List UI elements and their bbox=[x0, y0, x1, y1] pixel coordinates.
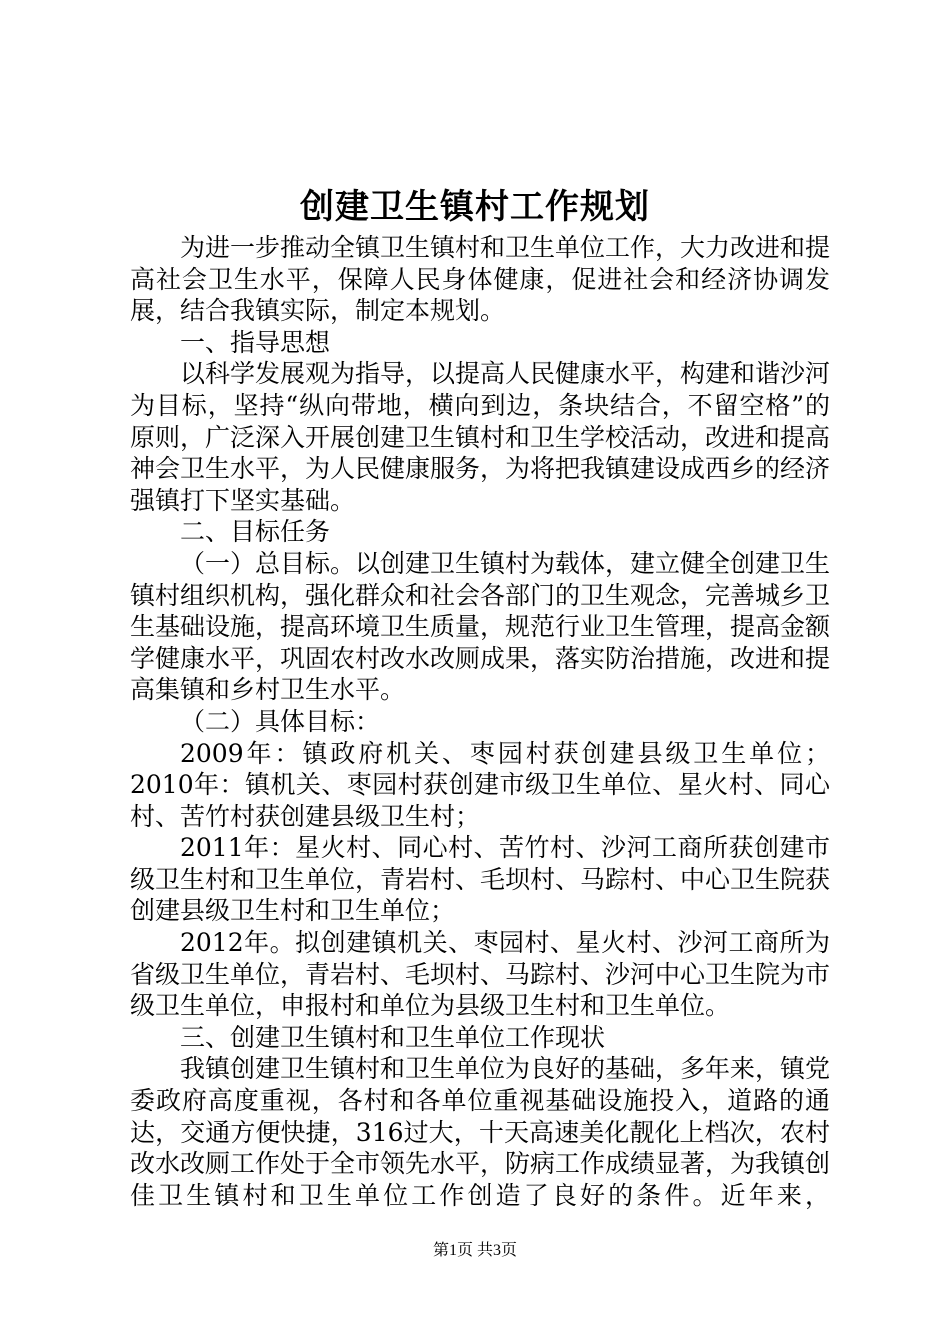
section-heading-current-status: 三、创建卫生镇村和卫生单位工作现状 bbox=[180, 1022, 606, 1052]
current-status-paragraph: 我镇创建卫生镇村和卫生单位为良好的基础，多年来，镇党委政府高度重视，各村和各单位重视基础设施投入，道路的通达，交通方便快捷，316过大，十天高速美化靓化上档次，农村改水改厕工作处于全市领先水平，防病工作成绩显著，为我镇创佳卫生镇村和卫生单位工作创造了良好的条件。近年来， bbox=[130, 1054, 831, 1210]
document-title: 创建卫生镇村工作规划 bbox=[300, 189, 650, 226]
overall-goal-paragraph: （一）总目标。以创建卫生镇村为载体，建立健全创建卫生镇村组织机构，强化群众和社会各部门的卫生观念，完善城乡卫生基础设施，提高环境卫生质量，规范行业卫生管理，提高金额学健康水平，巩固农村改水改厕成果，落实防治措施，改进和提高集镇和乡村卫生水平。 bbox=[130, 548, 831, 705]
section-heading-goals: 二、目标任务 bbox=[180, 517, 331, 547]
guiding-ideology-paragraph: 以科学发展观为指导，以提高人民健康水平，构建和谐沙河为目标，坚持“纵向带地，横向到边，条块结合，不留空格”的原则，广泛深入开展创建卫生镇村和卫生学校活动，改进和提高神会卫生水平，为人民健康服务，为将把我镇建设成西乡的经济强镇打下坚实基础。 bbox=[130, 359, 831, 515]
document-body bbox=[130, 232, 830, 1211]
intro-paragraph: 为进一步推动全镇卫生镇村和卫生单位工作，大力改进和提高社会卫生水平，保障人民身体健康，促进社会和经济协调发展，结合我镇实际，制定本规划。 bbox=[130, 233, 831, 326]
subheading-specific-goals: （二）具体目标： bbox=[180, 706, 381, 736]
goal-2009-2010-paragraph: 2009年：镇政府机关、枣园村获创建县级卫生单位；2010年：镇机关、枣园村获创建市级卫生单位、星火村、同心村、苦竹村获创建县级卫生村； bbox=[130, 738, 830, 831]
goal-2011-paragraph: 2011年：星火村、同心村、苦竹村、沙河工商所获创建市级卫生村和卫生单位，青岩村、毛坝村、马踪村、中心卫生院获创建县级卫生村和卫生单位； bbox=[130, 833, 831, 926]
goal-2012-paragraph: 2012年。拟创建镇机关、枣园村、星火村、沙河工商所为省级卫生单位，青岩村、毛坝村、马踪村、沙河中心卫生院为市级卫生单位，申报村和单位为县级卫生村和卫生单位。 bbox=[130, 928, 831, 1021]
section-heading-guiding-ideology: 一、指导思想 bbox=[180, 327, 331, 357]
page-number-footer: 第1页 共3页 bbox=[432, 1242, 517, 1259]
